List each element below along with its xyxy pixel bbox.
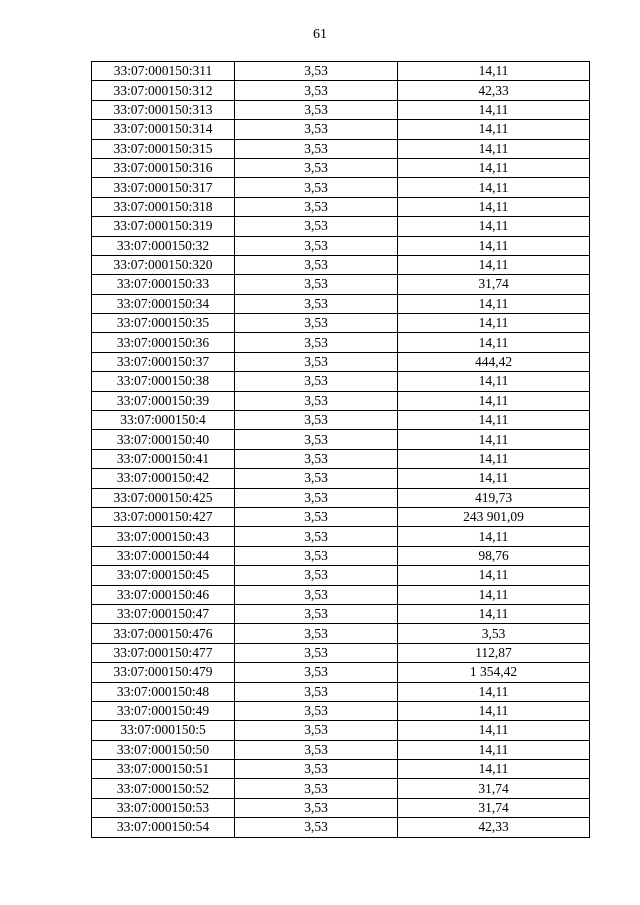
amount-cell: 31,74 bbox=[398, 798, 590, 817]
rate-cell: 3,53 bbox=[235, 178, 398, 197]
amount-cell: 42,33 bbox=[398, 818, 590, 837]
rate-cell: 3,53 bbox=[235, 333, 398, 352]
amount-cell: 14,11 bbox=[398, 449, 590, 468]
amount-cell: 14,11 bbox=[398, 682, 590, 701]
amount-cell: 14,11 bbox=[398, 604, 590, 623]
table-row bbox=[92, 779, 590, 798]
amount-cell: 3,53 bbox=[398, 624, 590, 643]
table-row bbox=[92, 217, 590, 236]
rate-cell: 3,53 bbox=[235, 566, 398, 585]
table-row bbox=[92, 255, 590, 274]
amount-cell: 14,11 bbox=[398, 197, 590, 216]
cadastral-number-cell: 33:07:000150:479 bbox=[92, 663, 235, 682]
cadastral-number-cell: 33:07:000150:52 bbox=[92, 779, 235, 798]
table-row bbox=[92, 527, 590, 546]
amount-cell: 14,11 bbox=[398, 333, 590, 352]
rate-cell: 3,53 bbox=[235, 391, 398, 410]
amount-cell: 14,11 bbox=[398, 139, 590, 158]
rate-cell: 3,53 bbox=[235, 488, 398, 507]
cadastral-number-cell: 33:07:000150:38 bbox=[92, 372, 235, 391]
amount-cell: 14,11 bbox=[398, 255, 590, 274]
rate-cell: 3,53 bbox=[235, 352, 398, 371]
cadastral-number-cell: 33:07:000150:49 bbox=[92, 701, 235, 720]
table-row bbox=[92, 314, 590, 333]
table-row bbox=[92, 469, 590, 488]
table-row bbox=[92, 100, 590, 119]
amount-cell: 14,11 bbox=[398, 566, 590, 585]
rate-cell: 3,53 bbox=[235, 217, 398, 236]
cadastral-number-cell: 33:07:000150:37 bbox=[92, 352, 235, 371]
cadastral-number-cell: 33:07:000150:54 bbox=[92, 818, 235, 837]
amount-cell: 14,11 bbox=[398, 721, 590, 740]
table-row bbox=[92, 721, 590, 740]
amount-cell: 14,11 bbox=[398, 391, 590, 410]
amount-cell: 14,11 bbox=[398, 760, 590, 779]
rate-cell: 3,53 bbox=[235, 527, 398, 546]
cadastral-number-cell: 33:07:000150:40 bbox=[92, 430, 235, 449]
table-row bbox=[92, 488, 590, 507]
cadastral-number-cell: 33:07:000150:427 bbox=[92, 507, 235, 526]
amount-cell: 14,11 bbox=[398, 314, 590, 333]
rate-cell: 3,53 bbox=[235, 314, 398, 333]
cadastral-number-cell: 33:07:000150:32 bbox=[92, 236, 235, 255]
cadastral-number-cell: 33:07:000150:320 bbox=[92, 255, 235, 274]
rate-cell: 3,53 bbox=[235, 411, 398, 430]
cadastral-number-cell: 33:07:000150:47 bbox=[92, 604, 235, 623]
data-table bbox=[91, 61, 590, 838]
cadastral-number-cell: 33:07:000150:44 bbox=[92, 546, 235, 565]
table-row bbox=[92, 139, 590, 158]
table-row bbox=[92, 701, 590, 720]
amount-cell: 112,87 bbox=[398, 643, 590, 662]
cadastral-number-cell: 33:07:000150:315 bbox=[92, 139, 235, 158]
rate-cell: 3,53 bbox=[235, 604, 398, 623]
table-row bbox=[92, 158, 590, 177]
table-row bbox=[92, 372, 590, 391]
table-row bbox=[92, 197, 590, 216]
cadastral-number-cell: 33:07:000150:4 bbox=[92, 411, 235, 430]
rate-cell: 3,53 bbox=[235, 120, 398, 139]
rate-cell: 3,53 bbox=[235, 585, 398, 604]
amount-cell: 14,11 bbox=[398, 372, 590, 391]
cadastral-number-cell: 33:07:000150:51 bbox=[92, 760, 235, 779]
rate-cell: 3,53 bbox=[235, 701, 398, 720]
rate-cell: 3,53 bbox=[235, 740, 398, 759]
rate-cell: 3,53 bbox=[235, 449, 398, 468]
cadastral-number-cell: 33:07:000150:33 bbox=[92, 275, 235, 294]
table-row bbox=[92, 178, 590, 197]
rate-cell: 3,53 bbox=[235, 62, 398, 81]
amount-cell: 419,73 bbox=[398, 488, 590, 507]
rate-cell: 3,53 bbox=[235, 275, 398, 294]
cadastral-number-cell: 33:07:000150:50 bbox=[92, 740, 235, 759]
amount-cell: 14,11 bbox=[398, 740, 590, 759]
table-row bbox=[92, 682, 590, 701]
rate-cell: 3,53 bbox=[235, 236, 398, 255]
amount-cell: 14,11 bbox=[398, 120, 590, 139]
amount-cell: 1 354,42 bbox=[398, 663, 590, 682]
amount-cell: 14,11 bbox=[398, 701, 590, 720]
rate-cell: 3,53 bbox=[235, 294, 398, 313]
table-row bbox=[92, 449, 590, 468]
rate-cell: 3,53 bbox=[235, 624, 398, 643]
cadastral-number-cell: 33:07:000150:43 bbox=[92, 527, 235, 546]
rate-cell: 3,53 bbox=[235, 760, 398, 779]
amount-cell: 14,11 bbox=[398, 158, 590, 177]
cadastral-number-cell: 33:07:000150:48 bbox=[92, 682, 235, 701]
amount-cell: 31,74 bbox=[398, 779, 590, 798]
cadastral-number-cell: 33:07:000150:313 bbox=[92, 100, 235, 119]
amount-cell: 14,11 bbox=[398, 100, 590, 119]
cadastral-number-cell: 33:07:000150:46 bbox=[92, 585, 235, 604]
amount-cell: 14,11 bbox=[398, 527, 590, 546]
rate-cell: 3,53 bbox=[235, 197, 398, 216]
amount-cell: 444,42 bbox=[398, 352, 590, 371]
amount-cell: 14,11 bbox=[398, 178, 590, 197]
rate-cell: 3,53 bbox=[235, 255, 398, 274]
rate-cell: 3,53 bbox=[235, 818, 398, 837]
rate-cell: 3,53 bbox=[235, 643, 398, 662]
table-row bbox=[92, 585, 590, 604]
amount-cell: 14,11 bbox=[398, 469, 590, 488]
cadastral-number-cell: 33:07:000150:311 bbox=[92, 62, 235, 81]
rate-cell: 3,53 bbox=[235, 81, 398, 100]
table-row bbox=[92, 663, 590, 682]
table-row bbox=[92, 352, 590, 371]
cadastral-number-cell: 33:07:000150:314 bbox=[92, 120, 235, 139]
amount-cell: 14,11 bbox=[398, 411, 590, 430]
rate-cell: 3,53 bbox=[235, 100, 398, 119]
table-row bbox=[92, 81, 590, 100]
amount-cell: 14,11 bbox=[398, 294, 590, 313]
table-row bbox=[92, 236, 590, 255]
cadastral-number-cell: 33:07:000150:39 bbox=[92, 391, 235, 410]
rate-cell: 3,53 bbox=[235, 682, 398, 701]
cadastral-number-cell: 33:07:000150:36 bbox=[92, 333, 235, 352]
table-row bbox=[92, 120, 590, 139]
amount-cell: 14,11 bbox=[398, 430, 590, 449]
rate-cell: 3,53 bbox=[235, 507, 398, 526]
rate-cell: 3,53 bbox=[235, 779, 398, 798]
page-number: 61 bbox=[313, 27, 327, 42]
cadastral-number-cell: 33:07:000150:41 bbox=[92, 449, 235, 468]
rate-cell: 3,53 bbox=[235, 158, 398, 177]
cadastral-number-cell: 33:07:000150:477 bbox=[92, 643, 235, 662]
amount-cell: 14,11 bbox=[398, 62, 590, 81]
table-row bbox=[92, 294, 590, 313]
amount-cell: 14,11 bbox=[398, 236, 590, 255]
table-row bbox=[92, 740, 590, 759]
table-row bbox=[92, 643, 590, 662]
rate-cell: 3,53 bbox=[235, 546, 398, 565]
table-row bbox=[92, 430, 590, 449]
table-body bbox=[92, 62, 590, 838]
rate-cell: 3,53 bbox=[235, 798, 398, 817]
rate-cell: 3,53 bbox=[235, 469, 398, 488]
table-row bbox=[92, 507, 590, 526]
cadastral-number-cell: 33:07:000150:42 bbox=[92, 469, 235, 488]
table-row bbox=[92, 275, 590, 294]
cadastral-number-cell: 33:07:000150:317 bbox=[92, 178, 235, 197]
amount-cell: 31,74 bbox=[398, 275, 590, 294]
table-row bbox=[92, 798, 590, 817]
cadastral-number-cell: 33:07:000150:53 bbox=[92, 798, 235, 817]
amount-cell: 14,11 bbox=[398, 217, 590, 236]
rate-cell: 3,53 bbox=[235, 721, 398, 740]
table-row bbox=[92, 624, 590, 643]
cadastral-number-cell: 33:07:000150:34 bbox=[92, 294, 235, 313]
table-row bbox=[92, 760, 590, 779]
rate-cell: 3,53 bbox=[235, 430, 398, 449]
table-row bbox=[92, 391, 590, 410]
table-row bbox=[92, 411, 590, 430]
cadastral-number-cell: 33:07:000150:5 bbox=[92, 721, 235, 740]
rate-cell: 3,53 bbox=[235, 663, 398, 682]
cadastral-number-cell: 33:07:000150:45 bbox=[92, 566, 235, 585]
amount-cell: 243 901,09 bbox=[398, 507, 590, 526]
amount-cell: 98,76 bbox=[398, 546, 590, 565]
cadastral-number-cell: 33:07:000150:476 bbox=[92, 624, 235, 643]
cadastral-number-cell: 33:07:000150:425 bbox=[92, 488, 235, 507]
table-row bbox=[92, 604, 590, 623]
rate-cell: 3,53 bbox=[235, 372, 398, 391]
cadastral-number-cell: 33:07:000150:35 bbox=[92, 314, 235, 333]
table-row bbox=[92, 62, 590, 81]
cadastral-number-cell: 33:07:000150:312 bbox=[92, 81, 235, 100]
amount-cell: 14,11 bbox=[398, 585, 590, 604]
table-row bbox=[92, 333, 590, 352]
cadastral-number-cell: 33:07:000150:319 bbox=[92, 217, 235, 236]
amount-cell: 42,33 bbox=[398, 81, 590, 100]
rate-cell: 3,53 bbox=[235, 139, 398, 158]
cadastral-number-cell: 33:07:000150:316 bbox=[92, 158, 235, 177]
cadastral-number-cell: 33:07:000150:318 bbox=[92, 197, 235, 216]
table-row bbox=[92, 818, 590, 837]
table-row bbox=[92, 546, 590, 565]
table-row bbox=[92, 566, 590, 585]
